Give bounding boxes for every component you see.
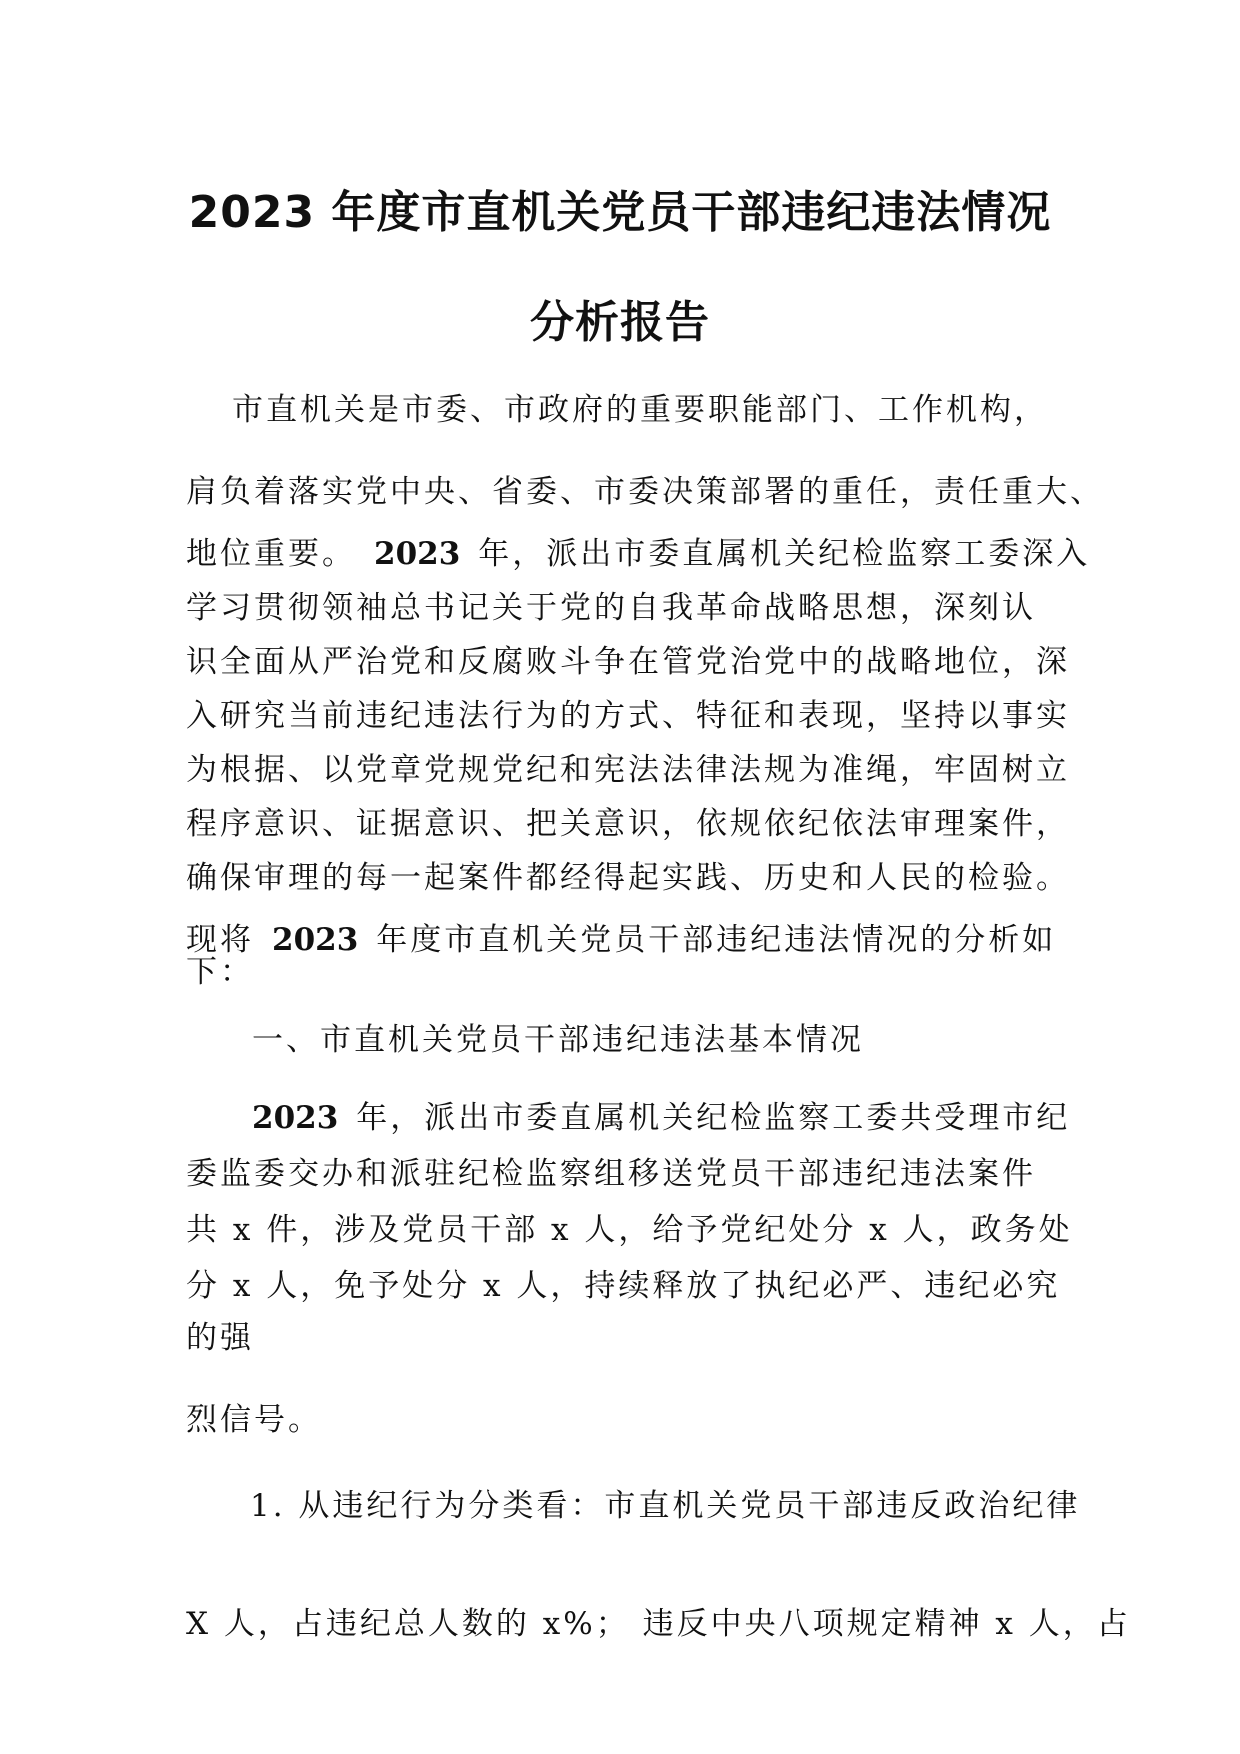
intro-line-7: 为根据、以党章党规党纪和宪法法律法规为准绳，牢固树立 <box>186 752 1070 788</box>
intro-line-6: 入研究当前违纪违法行为的方式、特征和表现，坚持以事实 <box>186 698 1070 734</box>
intro-line-4: 学习贯彻领袖总书记关于党的自我革命战略思想，深刻认 <box>186 590 1036 626</box>
section-1-heading: 一、市直机关党员干部违纪违法基本情况 <box>252 1022 864 1058</box>
intro-line-10-text-b: 年度市直机关党员干部违纪违法情况的分析如 <box>376 922 1057 958</box>
document-title-line-2: 分析报告 <box>530 297 710 348</box>
intro-line-8: 程序意识、证据意识、把关意识，依规依纪依法审理案件， <box>186 806 1070 842</box>
section-1-para-line-5: 的强 <box>186 1320 254 1356</box>
section-1-para-line-3: 共 x 件，涉及党员干部 x 人，给予党纪处分 x 人，政务处 <box>186 1212 1073 1248</box>
section-1-para-line-1-text: 年，派出市委直属机关纪检监察工委共受理市纪 <box>356 1100 1071 1136</box>
intro-line-1: 市直机关是市委、市政府的重要职能部门、工作机构， <box>232 392 1048 428</box>
intro-line-11: 下： <box>186 954 254 990</box>
intro-line-3-text-b: 年，派出市委直属机关纪检监察工委深入 <box>478 536 1091 572</box>
section-1-para-line-1 <box>232 1098 1070 1138</box>
intro-line-2: 肩负着落实党中央、省委、市委决策部署的重任，责任重大、 <box>186 474 1104 510</box>
intro-line-10 <box>186 920 1056 960</box>
section-1-para-line-6: 烈信号。 <box>186 1402 322 1438</box>
section-1-para-line-2: 委监委交办和派驻纪检监察组移送党员干部违纪违法案件 <box>186 1156 1036 1192</box>
section-1-year: 2023 <box>252 1100 339 1136</box>
section-1-para-line-4: 分 x 人，免予处分 x 人，持续释放了执纪必严、违纪必究 <box>186 1268 1061 1304</box>
intro-year: 2023 <box>374 536 461 572</box>
intro-line-9: 确保审理的每一起案件都经得起实践、历史和人民的检验。 <box>186 860 1070 896</box>
intro-line-10-text-a: 现将 <box>186 922 254 958</box>
item-1-line-1: 1. 从违纪行为分类看：市直机关党员干部违反政治纪律 <box>250 1488 1081 1524</box>
item-1-line-2: X 人，占违纪总人数的 x%； 违反中央八项规定精神 x 人，占 <box>186 1606 1131 1642</box>
document-title-line-1: 2023 年度市直机关党员干部违纪违法情况 <box>188 187 1052 238</box>
intro-line-5: 识全面从严治党和反腐败斗争在管党治党中的战略地位，深 <box>186 644 1070 680</box>
intro-line-3 <box>186 534 1090 574</box>
intro-line-10-year: 2023 <box>272 922 359 958</box>
intro-line-3-text-a: 地位重要。 <box>186 536 356 572</box>
